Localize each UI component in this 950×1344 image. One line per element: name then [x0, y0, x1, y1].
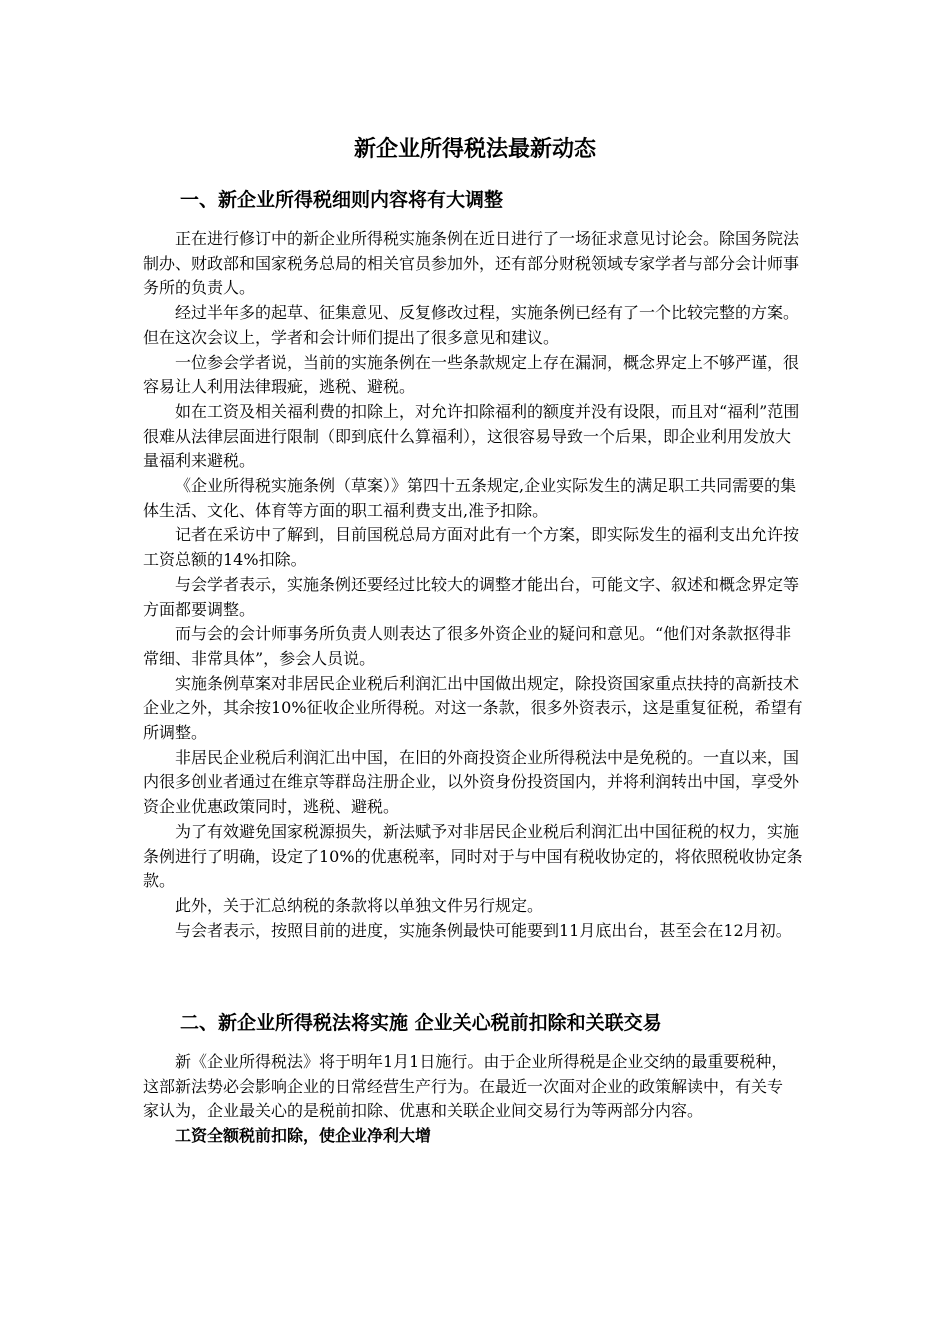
document-title: 新企业所得税法最新动态 [353, 137, 596, 162]
section-2-heading: 二、新企业所得税法将实施 企业关心税前扣除和关联交易 [180, 1012, 662, 1034]
section-2-subheading: 工资全额税前扣除，使企业净利大增 [175, 1126, 432, 1146]
paragraph: 此外，关于汇总纳税的条款将以单独文件另行规定。 [175, 895, 544, 915]
paragraph: 与会学者表示，实施条例还要经过比较大的调整才能出台，可能文字、叙述和概念界定等方面都要调整。 [143, 574, 800, 619]
paragraph: 记者在采访中了解到，目前国税总局方面对此有一个方案，即实际发生的福利支出允许按工资总额的14%扣除。 [143, 525, 800, 570]
section-1-body [143, 227, 805, 943]
paragraph: 而与会的会计师事务所负责人则表达了很多外资企业的疑问和意见。“他们对条款抠得非常细、非常具体”，参会人员说。 [143, 624, 792, 668]
paragraph: 非居民企业税后利润汇出中国，在旧的外商投资企业所得税法中是免税的。一直以来，国内很多创业者通过在维京等群岛注册企业，以外资身份投资国内，并将利润转出中国，享受外资企业优惠政策同时，逃税、避税。 [143, 747, 800, 817]
paragraph: 新《企业所得税法》将于明年1月1日施行。由于企业所得税是企业交纳的最重要税种，这部新法势必会影响企业的日常经营生产行为。在最近一次面对企业的政策解读中，有关专家认为，企业最关心的是税前扣除、优惠和关联企业间交易行为等两部分内容。 [143, 1052, 788, 1121]
paragraph: 与会者表示，按照目前的进度，实施条例最快可能要到11月底出台，甚至会在12月初。 [175, 920, 792, 940]
paragraph: 实施条例草案对非居民企业税后利润汇出中国做出规定，除投资国家重点扶持的高新技术企业之外，其余按10%征收企业所得税。对这一条款，很多外资表示，这是重复征税，希望有所调整。 [143, 673, 803, 743]
section-1-heading: 一、新企业所得税细则内容将有大调整 [180, 189, 504, 211]
paragraph: 一位参会学者说，当前的实施条例在一些条款规定上存在漏洞，概念界定上不够严谨，很容易让人利用法律瑕疵，逃税、避税。 [143, 352, 800, 397]
paragraph: 经过半年多的起草、征集意见、反复修改过程，实施条例已经有了一个比较完整的方案。但在这次会议上，学者和会计师们提出了很多意见和建议。 [143, 303, 800, 347]
paragraph: 《企业所得税实施条例（草案）》第四十五条规定,企业实际发生的满足职工共同需要的集体生活、文化、体育等方面的职工福利费支出,准予扣除。 [143, 476, 797, 520]
paragraph: 正在进行修订中的新企业所得税实施条例在近日进行了一场征求意见讨论会。除国务院法制办、财政部和国家税务总局的相关官员参加外，还有部分财税领域专家学者与部分会计师事务所的负责人。 [143, 229, 800, 298]
section-2-body [143, 1050, 798, 1149]
paragraph: 为了有效避免国家税源损失，新法赋予对非居民企业税后利润汇出中国征税的权力，实施条例进行了明确，设定了10%的优惠税率，同时对于与中国有税收协定的，将依照税收协定条款。 [143, 821, 803, 891]
paragraph: 如在工资及相关福利费的扣除上，对允许扣除福利的额度并没有设限，而且对“福利”范围很难从法律层面进行限制（即到底什么算福利），这很容易导致一个后果，即企业利用发放大量福利来避税。 [143, 401, 800, 471]
